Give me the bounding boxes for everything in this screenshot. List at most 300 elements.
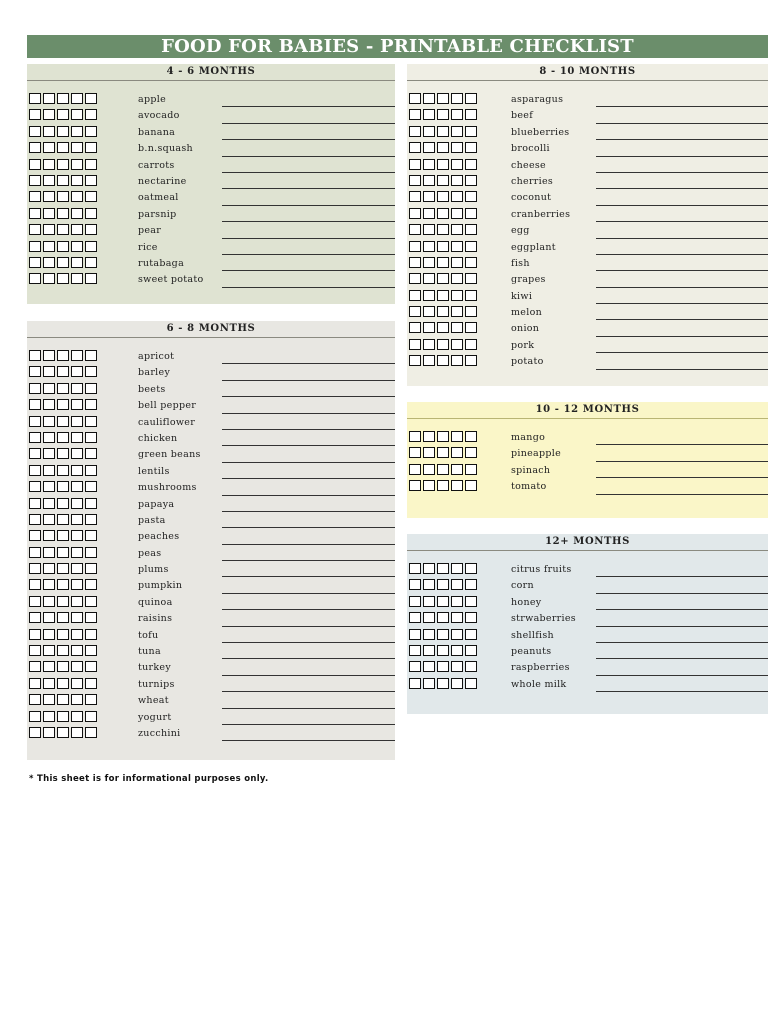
checkbox[interactable] (85, 126, 97, 137)
checkbox[interactable] (409, 208, 421, 219)
checkbox[interactable] (423, 579, 435, 590)
checkbox[interactable] (409, 290, 421, 301)
checkbox[interactable] (465, 322, 477, 333)
checkbox[interactable] (409, 339, 421, 350)
checkbox[interactable] (57, 711, 69, 722)
checkbox[interactable] (85, 547, 97, 558)
checkbox[interactable] (57, 465, 69, 476)
checkbox[interactable] (71, 432, 83, 443)
checkbox[interactable] (437, 175, 449, 186)
checkbox[interactable] (43, 645, 55, 656)
checkbox[interactable] (29, 399, 41, 410)
checkbox[interactable] (465, 159, 477, 170)
checkbox[interactable] (437, 257, 449, 268)
checkbox[interactable] (43, 694, 55, 705)
checkbox[interactable] (423, 241, 435, 252)
notes-line[interactable] (596, 369, 768, 370)
checkbox[interactable] (43, 416, 55, 427)
checkbox[interactable] (85, 257, 97, 268)
checkbox[interactable] (85, 448, 97, 459)
checkbox[interactable] (57, 257, 69, 268)
checkbox[interactable] (423, 142, 435, 153)
checkbox[interactable] (409, 464, 421, 475)
checkbox[interactable] (423, 629, 435, 640)
checkbox[interactable] (465, 464, 477, 475)
checkbox[interactable] (71, 596, 83, 607)
checkbox[interactable] (71, 383, 83, 394)
checkbox[interactable] (465, 109, 477, 120)
checkbox[interactable] (29, 547, 41, 558)
checkbox[interactable] (71, 224, 83, 235)
checkbox[interactable] (29, 661, 41, 672)
checkbox[interactable] (85, 514, 97, 525)
checkbox[interactable] (43, 514, 55, 525)
checkbox[interactable] (423, 159, 435, 170)
checkbox[interactable] (451, 464, 463, 475)
checkbox[interactable] (85, 142, 97, 153)
checkbox[interactable] (43, 175, 55, 186)
checkbox[interactable] (465, 175, 477, 186)
checkbox[interactable] (423, 93, 435, 104)
checkbox[interactable] (451, 257, 463, 268)
checkbox[interactable] (57, 481, 69, 492)
checkbox[interactable] (57, 661, 69, 672)
checkbox[interactable] (451, 339, 463, 350)
checkbox[interactable] (43, 350, 55, 361)
checkbox[interactable] (29, 563, 41, 574)
checkbox[interactable] (465, 563, 477, 574)
checkbox[interactable] (423, 191, 435, 202)
checkbox[interactable] (85, 159, 97, 170)
checkbox[interactable] (465, 480, 477, 491)
checkbox[interactable] (437, 273, 449, 284)
checkbox[interactable] (409, 629, 421, 640)
checkbox[interactable] (423, 273, 435, 284)
checkbox[interactable] (43, 109, 55, 120)
checkbox[interactable] (465, 306, 477, 317)
checkbox[interactable] (423, 257, 435, 268)
checkbox[interactable] (451, 661, 463, 672)
checkbox[interactable] (423, 563, 435, 574)
checkbox[interactable] (57, 596, 69, 607)
checkbox[interactable] (57, 350, 69, 361)
checkbox[interactable] (451, 93, 463, 104)
checkbox[interactable] (71, 175, 83, 186)
checkbox[interactable] (29, 694, 41, 705)
checkbox[interactable] (71, 448, 83, 459)
checkbox[interactable] (465, 596, 477, 607)
checkbox[interactable] (43, 224, 55, 235)
checkbox[interactable] (43, 563, 55, 574)
checkbox[interactable] (43, 612, 55, 623)
checkbox[interactable] (57, 208, 69, 219)
checkbox[interactable] (43, 448, 55, 459)
checkbox[interactable] (451, 306, 463, 317)
checkbox[interactable] (409, 224, 421, 235)
checkbox[interactable] (43, 629, 55, 640)
checkbox[interactable] (43, 432, 55, 443)
checkbox[interactable] (465, 645, 477, 656)
checkbox[interactable] (423, 678, 435, 689)
checkbox[interactable] (29, 498, 41, 509)
checkbox[interactable] (409, 431, 421, 442)
checkbox[interactable] (57, 366, 69, 377)
checkbox[interactable] (451, 645, 463, 656)
checkbox[interactable] (57, 383, 69, 394)
checkbox[interactable] (29, 126, 41, 137)
checkbox[interactable] (437, 678, 449, 689)
checkbox[interactable] (57, 530, 69, 541)
checkbox[interactable] (43, 498, 55, 509)
checkbox[interactable] (437, 447, 449, 458)
checkbox[interactable] (465, 93, 477, 104)
checkbox[interactable] (423, 355, 435, 366)
checkbox[interactable] (465, 355, 477, 366)
checkbox[interactable] (29, 142, 41, 153)
checkbox[interactable] (71, 273, 83, 284)
checkbox[interactable] (57, 579, 69, 590)
checkbox[interactable] (423, 224, 435, 235)
checkbox[interactable] (437, 563, 449, 574)
checkbox[interactable] (71, 241, 83, 252)
checkbox[interactable] (409, 93, 421, 104)
checkbox[interactable] (43, 257, 55, 268)
checkbox[interactable] (437, 224, 449, 235)
checkbox[interactable] (423, 464, 435, 475)
checkbox[interactable] (71, 142, 83, 153)
checkbox[interactable] (85, 612, 97, 623)
checkbox[interactable] (57, 241, 69, 252)
checkbox[interactable] (71, 208, 83, 219)
checkbox[interactable] (29, 514, 41, 525)
checkbox[interactable] (29, 448, 41, 459)
checkbox[interactable] (29, 530, 41, 541)
checkbox[interactable] (437, 339, 449, 350)
checkbox[interactable] (71, 350, 83, 361)
checkbox[interactable] (71, 678, 83, 689)
checkbox[interactable] (57, 175, 69, 186)
checkbox[interactable] (409, 563, 421, 574)
checkbox[interactable] (57, 629, 69, 640)
checkbox[interactable] (43, 579, 55, 590)
checkbox[interactable] (71, 514, 83, 525)
checkbox[interactable] (29, 711, 41, 722)
checkbox[interactable] (437, 355, 449, 366)
checkbox[interactable] (437, 93, 449, 104)
checkbox[interactable] (71, 711, 83, 722)
checkbox[interactable] (451, 596, 463, 607)
checkbox[interactable] (29, 350, 41, 361)
checkbox[interactable] (29, 612, 41, 623)
checkbox[interactable] (465, 290, 477, 301)
checkbox[interactable] (85, 563, 97, 574)
checkbox[interactable] (465, 208, 477, 219)
checkbox[interactable] (409, 306, 421, 317)
checkbox[interactable] (409, 241, 421, 252)
checkbox[interactable] (451, 191, 463, 202)
checkbox[interactable] (57, 694, 69, 705)
checkbox[interactable] (409, 480, 421, 491)
checkbox[interactable] (437, 431, 449, 442)
checkbox[interactable] (85, 383, 97, 394)
checkbox[interactable] (29, 432, 41, 443)
checkbox[interactable] (29, 727, 41, 738)
checkbox[interactable] (451, 241, 463, 252)
checkbox[interactable] (71, 93, 83, 104)
checkbox[interactable] (29, 366, 41, 377)
checkbox[interactable] (29, 645, 41, 656)
checkbox[interactable] (71, 530, 83, 541)
checkbox[interactable] (451, 142, 463, 153)
checkbox[interactable] (71, 498, 83, 509)
checkbox[interactable] (465, 142, 477, 153)
checkbox[interactable] (409, 257, 421, 268)
checkbox[interactable] (85, 366, 97, 377)
checkbox[interactable] (409, 579, 421, 590)
checkbox[interactable] (85, 273, 97, 284)
checkbox[interactable] (71, 416, 83, 427)
checkbox[interactable] (43, 530, 55, 541)
checkbox[interactable] (71, 465, 83, 476)
checkbox[interactable] (43, 126, 55, 137)
checkbox[interactable] (409, 159, 421, 170)
checkbox[interactable] (57, 109, 69, 120)
checkbox[interactable] (29, 257, 41, 268)
checkbox[interactable] (71, 399, 83, 410)
checkbox[interactable] (43, 383, 55, 394)
checkbox[interactable] (57, 514, 69, 525)
checkbox[interactable] (57, 645, 69, 656)
checkbox[interactable] (451, 273, 463, 284)
checkbox[interactable] (57, 126, 69, 137)
checkbox[interactable] (423, 109, 435, 120)
checkbox[interactable] (409, 191, 421, 202)
checkbox[interactable] (71, 563, 83, 574)
checkbox[interactable] (85, 399, 97, 410)
checkbox[interactable] (437, 661, 449, 672)
checkbox[interactable] (437, 208, 449, 219)
checkbox[interactable] (71, 547, 83, 558)
checkbox[interactable] (85, 432, 97, 443)
checkbox[interactable] (465, 447, 477, 458)
checkbox[interactable] (451, 563, 463, 574)
checkbox[interactable] (29, 175, 41, 186)
checkbox[interactable] (29, 241, 41, 252)
checkbox[interactable] (85, 191, 97, 202)
checkbox[interactable] (29, 416, 41, 427)
checkbox[interactable] (409, 126, 421, 137)
checkbox[interactable] (465, 224, 477, 235)
checkbox[interactable] (71, 159, 83, 170)
checkbox[interactable] (437, 109, 449, 120)
checkbox[interactable] (85, 694, 97, 705)
checkbox[interactable] (423, 480, 435, 491)
checkbox[interactable] (409, 678, 421, 689)
checkbox[interactable] (43, 241, 55, 252)
checkbox[interactable] (43, 399, 55, 410)
checkbox[interactable] (451, 447, 463, 458)
checkbox[interactable] (85, 416, 97, 427)
checkbox[interactable] (57, 678, 69, 689)
checkbox[interactable] (57, 93, 69, 104)
checkbox[interactable] (57, 612, 69, 623)
checkbox[interactable] (85, 224, 97, 235)
checkbox[interactable] (465, 612, 477, 623)
checkbox[interactable] (85, 645, 97, 656)
checkbox[interactable] (85, 175, 97, 186)
checkbox[interactable] (451, 159, 463, 170)
checkbox[interactable] (423, 661, 435, 672)
checkbox[interactable] (57, 432, 69, 443)
checkbox[interactable] (71, 661, 83, 672)
checkbox[interactable] (57, 563, 69, 574)
checkbox[interactable] (85, 109, 97, 120)
checkbox[interactable] (423, 447, 435, 458)
checkbox[interactable] (71, 109, 83, 120)
checkbox[interactable] (43, 661, 55, 672)
checkbox[interactable] (437, 579, 449, 590)
checkbox[interactable] (71, 727, 83, 738)
checkbox[interactable] (29, 208, 41, 219)
checkbox[interactable] (85, 208, 97, 219)
checkbox[interactable] (29, 109, 41, 120)
checkbox[interactable] (451, 629, 463, 640)
checkbox[interactable] (57, 159, 69, 170)
checkbox[interactable] (465, 431, 477, 442)
checkbox[interactable] (423, 339, 435, 350)
checkbox[interactable] (43, 142, 55, 153)
checkbox[interactable] (465, 629, 477, 640)
checkbox[interactable] (451, 126, 463, 137)
checkbox[interactable] (423, 306, 435, 317)
checkbox[interactable] (465, 191, 477, 202)
checkbox[interactable] (29, 596, 41, 607)
checkbox[interactable] (451, 109, 463, 120)
checkbox[interactable] (465, 273, 477, 284)
notes-line[interactable] (596, 494, 768, 495)
checkbox[interactable] (29, 678, 41, 689)
checkbox[interactable] (57, 448, 69, 459)
checkbox[interactable] (451, 480, 463, 491)
checkbox[interactable] (85, 579, 97, 590)
checkbox[interactable] (43, 366, 55, 377)
checkbox[interactable] (29, 383, 41, 394)
checkbox[interactable] (423, 431, 435, 442)
checkbox[interactable] (437, 142, 449, 153)
checkbox[interactable] (57, 727, 69, 738)
checkbox[interactable] (437, 159, 449, 170)
checkbox[interactable] (409, 109, 421, 120)
checkbox[interactable] (451, 175, 463, 186)
checkbox[interactable] (437, 464, 449, 475)
checkbox[interactable] (409, 596, 421, 607)
checkbox[interactable] (43, 711, 55, 722)
checkbox[interactable] (409, 645, 421, 656)
checkbox[interactable] (451, 612, 463, 623)
checkbox[interactable] (423, 175, 435, 186)
checkbox[interactable] (409, 447, 421, 458)
checkbox[interactable] (43, 273, 55, 284)
checkbox[interactable] (29, 273, 41, 284)
checkbox[interactable] (409, 175, 421, 186)
checkbox[interactable] (85, 530, 97, 541)
checkbox[interactable] (451, 290, 463, 301)
checkbox[interactable] (57, 273, 69, 284)
checkbox[interactable] (437, 306, 449, 317)
checkbox[interactable] (437, 126, 449, 137)
checkbox[interactable] (29, 159, 41, 170)
checkbox[interactable] (465, 661, 477, 672)
checkbox[interactable] (451, 579, 463, 590)
checkbox[interactable] (409, 142, 421, 153)
checkbox[interactable] (57, 224, 69, 235)
checkbox[interactable] (465, 579, 477, 590)
checkbox[interactable] (85, 481, 97, 492)
checkbox[interactable] (409, 322, 421, 333)
checkbox[interactable] (57, 142, 69, 153)
checkbox[interactable] (437, 629, 449, 640)
checkbox[interactable] (423, 596, 435, 607)
checkbox[interactable] (29, 465, 41, 476)
checkbox[interactable] (57, 416, 69, 427)
checkbox[interactable] (43, 596, 55, 607)
checkbox[interactable] (437, 322, 449, 333)
checkbox[interactable] (85, 727, 97, 738)
checkbox[interactable] (43, 678, 55, 689)
checkbox[interactable] (85, 241, 97, 252)
checkbox[interactable] (29, 629, 41, 640)
checkbox[interactable] (85, 350, 97, 361)
checkbox[interactable] (465, 241, 477, 252)
checkbox[interactable] (57, 547, 69, 558)
checkbox[interactable] (71, 481, 83, 492)
checkbox[interactable] (451, 431, 463, 442)
checkbox[interactable] (437, 241, 449, 252)
checkbox[interactable] (85, 711, 97, 722)
checkbox[interactable] (423, 645, 435, 656)
checkbox[interactable] (43, 93, 55, 104)
checkbox[interactable] (43, 191, 55, 202)
checkbox[interactable] (57, 191, 69, 202)
checkbox[interactable] (43, 547, 55, 558)
checkbox[interactable] (465, 678, 477, 689)
notes-line[interactable] (222, 287, 395, 288)
checkbox[interactable] (451, 224, 463, 235)
checkbox[interactable] (71, 257, 83, 268)
checkbox[interactable] (43, 481, 55, 492)
checkbox[interactable] (423, 208, 435, 219)
checkbox[interactable] (29, 93, 41, 104)
checkbox[interactable] (71, 629, 83, 640)
checkbox[interactable] (43, 727, 55, 738)
notes-line[interactable] (222, 740, 395, 741)
checkbox[interactable] (423, 126, 435, 137)
checkbox[interactable] (71, 366, 83, 377)
checkbox[interactable] (85, 678, 97, 689)
checkbox[interactable] (437, 191, 449, 202)
checkbox[interactable] (437, 480, 449, 491)
checkbox[interactable] (71, 126, 83, 137)
checkbox[interactable] (29, 481, 41, 492)
checkbox[interactable] (71, 612, 83, 623)
checkbox[interactable] (409, 355, 421, 366)
checkbox[interactable] (71, 579, 83, 590)
checkbox[interactable] (43, 465, 55, 476)
checkbox[interactable] (29, 191, 41, 202)
checkbox[interactable] (29, 224, 41, 235)
checkbox[interactable] (85, 596, 97, 607)
checkbox[interactable] (465, 339, 477, 350)
